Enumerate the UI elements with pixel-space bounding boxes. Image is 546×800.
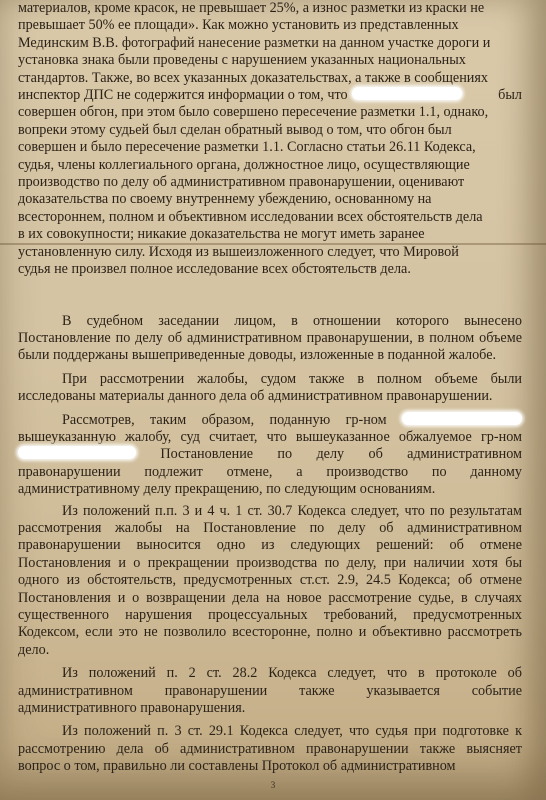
redacted-name <box>352 87 462 100</box>
redacted-name <box>402 412 522 425</box>
paragraph-article-29-1: Из положений п. 3 ст. 29.1 Кодекса следует, что судья при подготовке к рассмотрению дела об административном правонарушении также выясняет вопрос о том, правильно ли составлены Протокол об административном <box>18 723 522 775</box>
paragraph-review: При рассмотрении жалобы, судом также в полном объеме были исследованы материалы данного дела об административном правонарушении. <box>18 370 522 405</box>
inspector-text-end: был <box>498 87 522 104</box>
considering-text-mid: вышеуказанную жалобу, суд считает, что вышеуказанное обжалуемое гр-ном <box>18 428 522 445</box>
text-line: доказательства по своему внутреннему убеждению, основанному на <box>18 191 432 208</box>
text-line: Мединским В.В. фотографий нанесение разметки на данном участке дороги и <box>18 34 491 51</box>
paragraph-considering <box>18 412 522 499</box>
text-line: судья не произвел полное исследование всех обстоятельств дела. <box>18 261 411 278</box>
text-line: превышает 50% ее площади». Как можно установить из представленных <box>18 17 459 34</box>
text-line: совершен и было пересечение разметки 1.1. Согласно статьи 26.11 Кодекса, <box>18 139 476 156</box>
redacted-name <box>18 446 136 459</box>
document-body <box>18 0 522 776</box>
paragraph-article-30-7: Из положений п.п. 3 и 4 ч. 1 ст. 30.7 Кодекса следует, что по результатам рассмотрения жалобы на Постановление по делу об административном правонарушении выносится одно из следующих решений: об отмене Постановления и о прекращении производства по делу, при наличии хотя бы одного из обстоятельств, предусмотренных ст.ст. 2.9, 24.5 Кодекса; об отмене Постановления и о возвращении дела на новое рассмотрение судье, в случаях существенного нарушения процессуальных требований, предусмотренных Кодексом, если это не позволило всесторонне, полно и объективно рассмотреть дело. <box>18 502 522 658</box>
text-line: в их совокупности; никакие доказательства не могут иметь заранее <box>18 226 425 243</box>
text-line: производство по делу об административном правонарушении, оценивают <box>18 174 465 191</box>
paragraph-hearing: В судебном заседании лицом, в отношении которого вынесено Постановление по делу об административном правонарушении, в полном объеме были поддержаны вышеприведенные доводы, изложенные в поданной жалобе. <box>18 312 522 364</box>
text-line <box>18 87 522 104</box>
text-line: всестороннем, полном и объективном исследовании всех обстоятельств дела <box>18 208 483 225</box>
page-number: 3 <box>270 780 276 790</box>
considering-text: Рассмотрев, таким образом, поданную гр-ном <box>62 411 387 428</box>
text-line: стандартов. Также, во всех указанных доказательствах, а также в сообщениях <box>18 69 489 86</box>
text-line: материалов, кроме красок, не превышает 25%, а износ разметки из краски не <box>18 0 485 16</box>
text-line: установка знака были проведены с нарушением указанных национальных <box>18 52 466 69</box>
considering-text-end: Постановление по делу об административном правонарушении подлежит отмене, а производство по данному административному делу прекращению, по следующим основаниям. <box>18 446 523 498</box>
text-line: судья, члены коллегиального органа, должностное лицо, осуществляющие <box>18 156 470 173</box>
paragraph-article-28-2: Из положений п. 2 ст. 28.2 Кодекса следует, что в протоколе об административном правонарушении также указывается событие административного правонарушения. <box>18 665 522 717</box>
intro-block <box>18 0 522 279</box>
text-line: совершен обгон, при этом было совершено пересечение разметки 1.1, однако, <box>18 104 489 121</box>
text-line: установленную силу. Исходя из вышеизложенного следует, что Мировой <box>18 243 459 260</box>
inspector-text: инспектор ДПС не содержится информации о том, что <box>18 87 348 104</box>
text-line: вопреки этому судьей был сделан обратный вывод о том, что обгон был <box>18 121 452 138</box>
